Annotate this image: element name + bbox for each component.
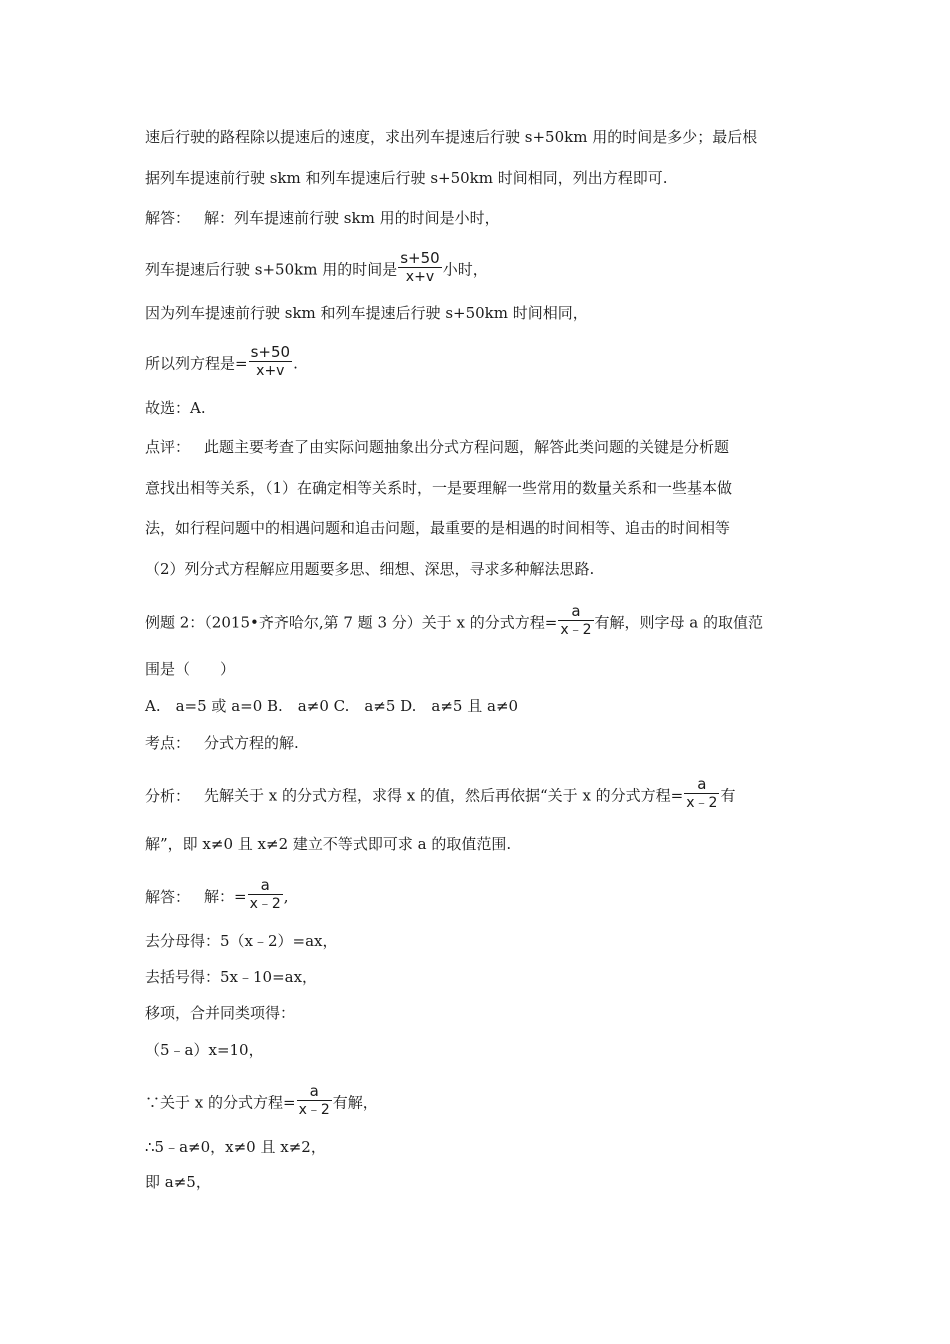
text: 意找出相等关系，（1）在确定相等关系时，一是要理解一些常用的数量关系和一些基本做: [145, 479, 733, 497]
comment-line-1: [145, 437, 810, 457]
text: 即 a≠5，: [145, 1173, 211, 1191]
fraction-denominator: x+v: [256, 363, 285, 379]
fraction-a-over-x-minus-2: [558, 603, 593, 640]
text: 解：列车提速前行驶 skm 用的时间是小时，: [204, 209, 500, 227]
fraction-s50-over-xv: [249, 344, 292, 381]
text: 移项，合并同类项得：: [145, 1004, 296, 1022]
fraction-denominator: x﹣2: [298, 1102, 330, 1118]
comment-line-3: [145, 518, 810, 538]
example-2-line-1: [145, 602, 810, 642]
text: 有解，则字母 a 的取值范: [594, 613, 764, 632]
text: ,: [283, 887, 289, 906]
fraction-denominator: x+v: [405, 269, 435, 285]
text: 解：=: [204, 887, 247, 906]
comment-label: 点评：: [145, 438, 191, 456]
options-line: [145, 696, 810, 716]
text: 去括号得：5x﹣10=ax，: [145, 968, 318, 986]
fraction-a-over-x-minus-2: [297, 1083, 332, 1120]
topic-line: [145, 733, 810, 753]
solution-2-line-7: [145, 1137, 810, 1157]
text-line-1: [145, 127, 810, 147]
analysis-line-2: [145, 834, 810, 854]
text-line-2: [145, 168, 810, 188]
text: 列车提速后行驶 s+50km 用的时间是: [145, 260, 398, 279]
text: 解”，即 x≠0 且 x≠2 建立不等式即可求 a 的取值范围.: [145, 835, 512, 853]
text: 例题 2：（2015•齐齐哈尔,第 7 题 3 分）关于 x 的分式方程=: [145, 613, 558, 632]
fraction-numerator: a: [297, 1083, 332, 1101]
fraction-a-over-x-minus-2: [684, 776, 719, 813]
solution-2-line-6: [145, 1082, 810, 1122]
text: .: [293, 354, 298, 373]
answer-line: [145, 398, 810, 418]
topic-label: 考点：: [145, 734, 191, 752]
text: 小时，: [442, 260, 488, 279]
solution-2-line-5: [145, 1040, 810, 1060]
solution-2-line-3: [145, 967, 810, 987]
text: 所以列方程是=: [145, 354, 248, 373]
solution-2-line-4: [145, 1003, 810, 1023]
text: 据列车提速前行驶 skm 和列车提速后行驶 s+50km 时间相同，列出方程即可.: [145, 169, 668, 187]
solution-line-2: [145, 249, 810, 289]
fraction-s50-over-xv: [398, 250, 441, 287]
fraction-numerator: a: [684, 776, 719, 794]
text: 先解关于 x 的分式方程，求得 x 的值，然后再依据“关于 x 的分式方程=: [204, 786, 684, 805]
text: 速后行驶的路程除以提速后的速度，求出列车提速后行驶 s+50km 用的时间是多少；最后根: [145, 128, 758, 146]
solution-2-line-2: [145, 931, 810, 951]
solution-label: 解答：: [145, 209, 191, 227]
equation-line: [145, 343, 810, 383]
text: ∵关于 x 的分式方程=: [145, 1093, 296, 1112]
fraction-denominator: x﹣2: [560, 622, 592, 638]
solution-2-line-8: [145, 1172, 810, 1192]
text: A. a=5 或 a=0 B. a≠0 C. a≠5 D. a≠5 且 a≠0: [145, 697, 519, 715]
text: ∴5﹣a≠0，x≠0 且 x≠2，: [145, 1138, 326, 1156]
fraction-numerator: s+50: [400, 249, 440, 267]
comment-line-2: [145, 478, 810, 498]
fraction-a-over-x-minus-2: [248, 877, 283, 914]
solution-2-line-1: [145, 876, 810, 916]
analysis-line-1: [145, 775, 810, 815]
text: 此题主要考查了由实际问题抽象出分式方程问题，解答此类问题的关键是分析题: [204, 438, 730, 456]
fraction-numerator: s+50: [250, 343, 291, 361]
text: 围是（ ）: [145, 660, 236, 678]
text: 法，如行程问题中的相遇问题和追击问题，最重要的是相遇的时间相等、追击的时间相等: [145, 519, 731, 537]
solution-label: 解答：: [145, 887, 191, 906]
fraction-numerator: a: [558, 603, 593, 621]
text: 去分母得：5（x﹣2）=ax，: [145, 932, 338, 950]
fraction-numerator: a: [248, 877, 283, 895]
example-2-line-2: [145, 659, 810, 679]
comment-line-4: [145, 559, 810, 579]
solution-line-1: [145, 208, 810, 228]
fraction-denominator: x﹣2: [249, 896, 281, 912]
text: （5﹣a）x=10，: [145, 1041, 264, 1059]
text: 故选：A.: [145, 399, 206, 417]
text: 分式方程的解.: [204, 734, 299, 752]
solution-line-3: [145, 303, 810, 323]
text: 因为列车提速前行驶 skm 和列车提速后行驶 s+50km 时间相同，: [145, 304, 588, 322]
text: 有: [720, 786, 736, 805]
text: （2）列分式方程解应用题要多思、细想、深思，寻求多种解法思路.: [145, 560, 595, 578]
text: 有解，: [332, 1093, 378, 1112]
fraction-denominator: x﹣2: [686, 795, 718, 811]
analysis-label: 分析：: [145, 786, 191, 805]
